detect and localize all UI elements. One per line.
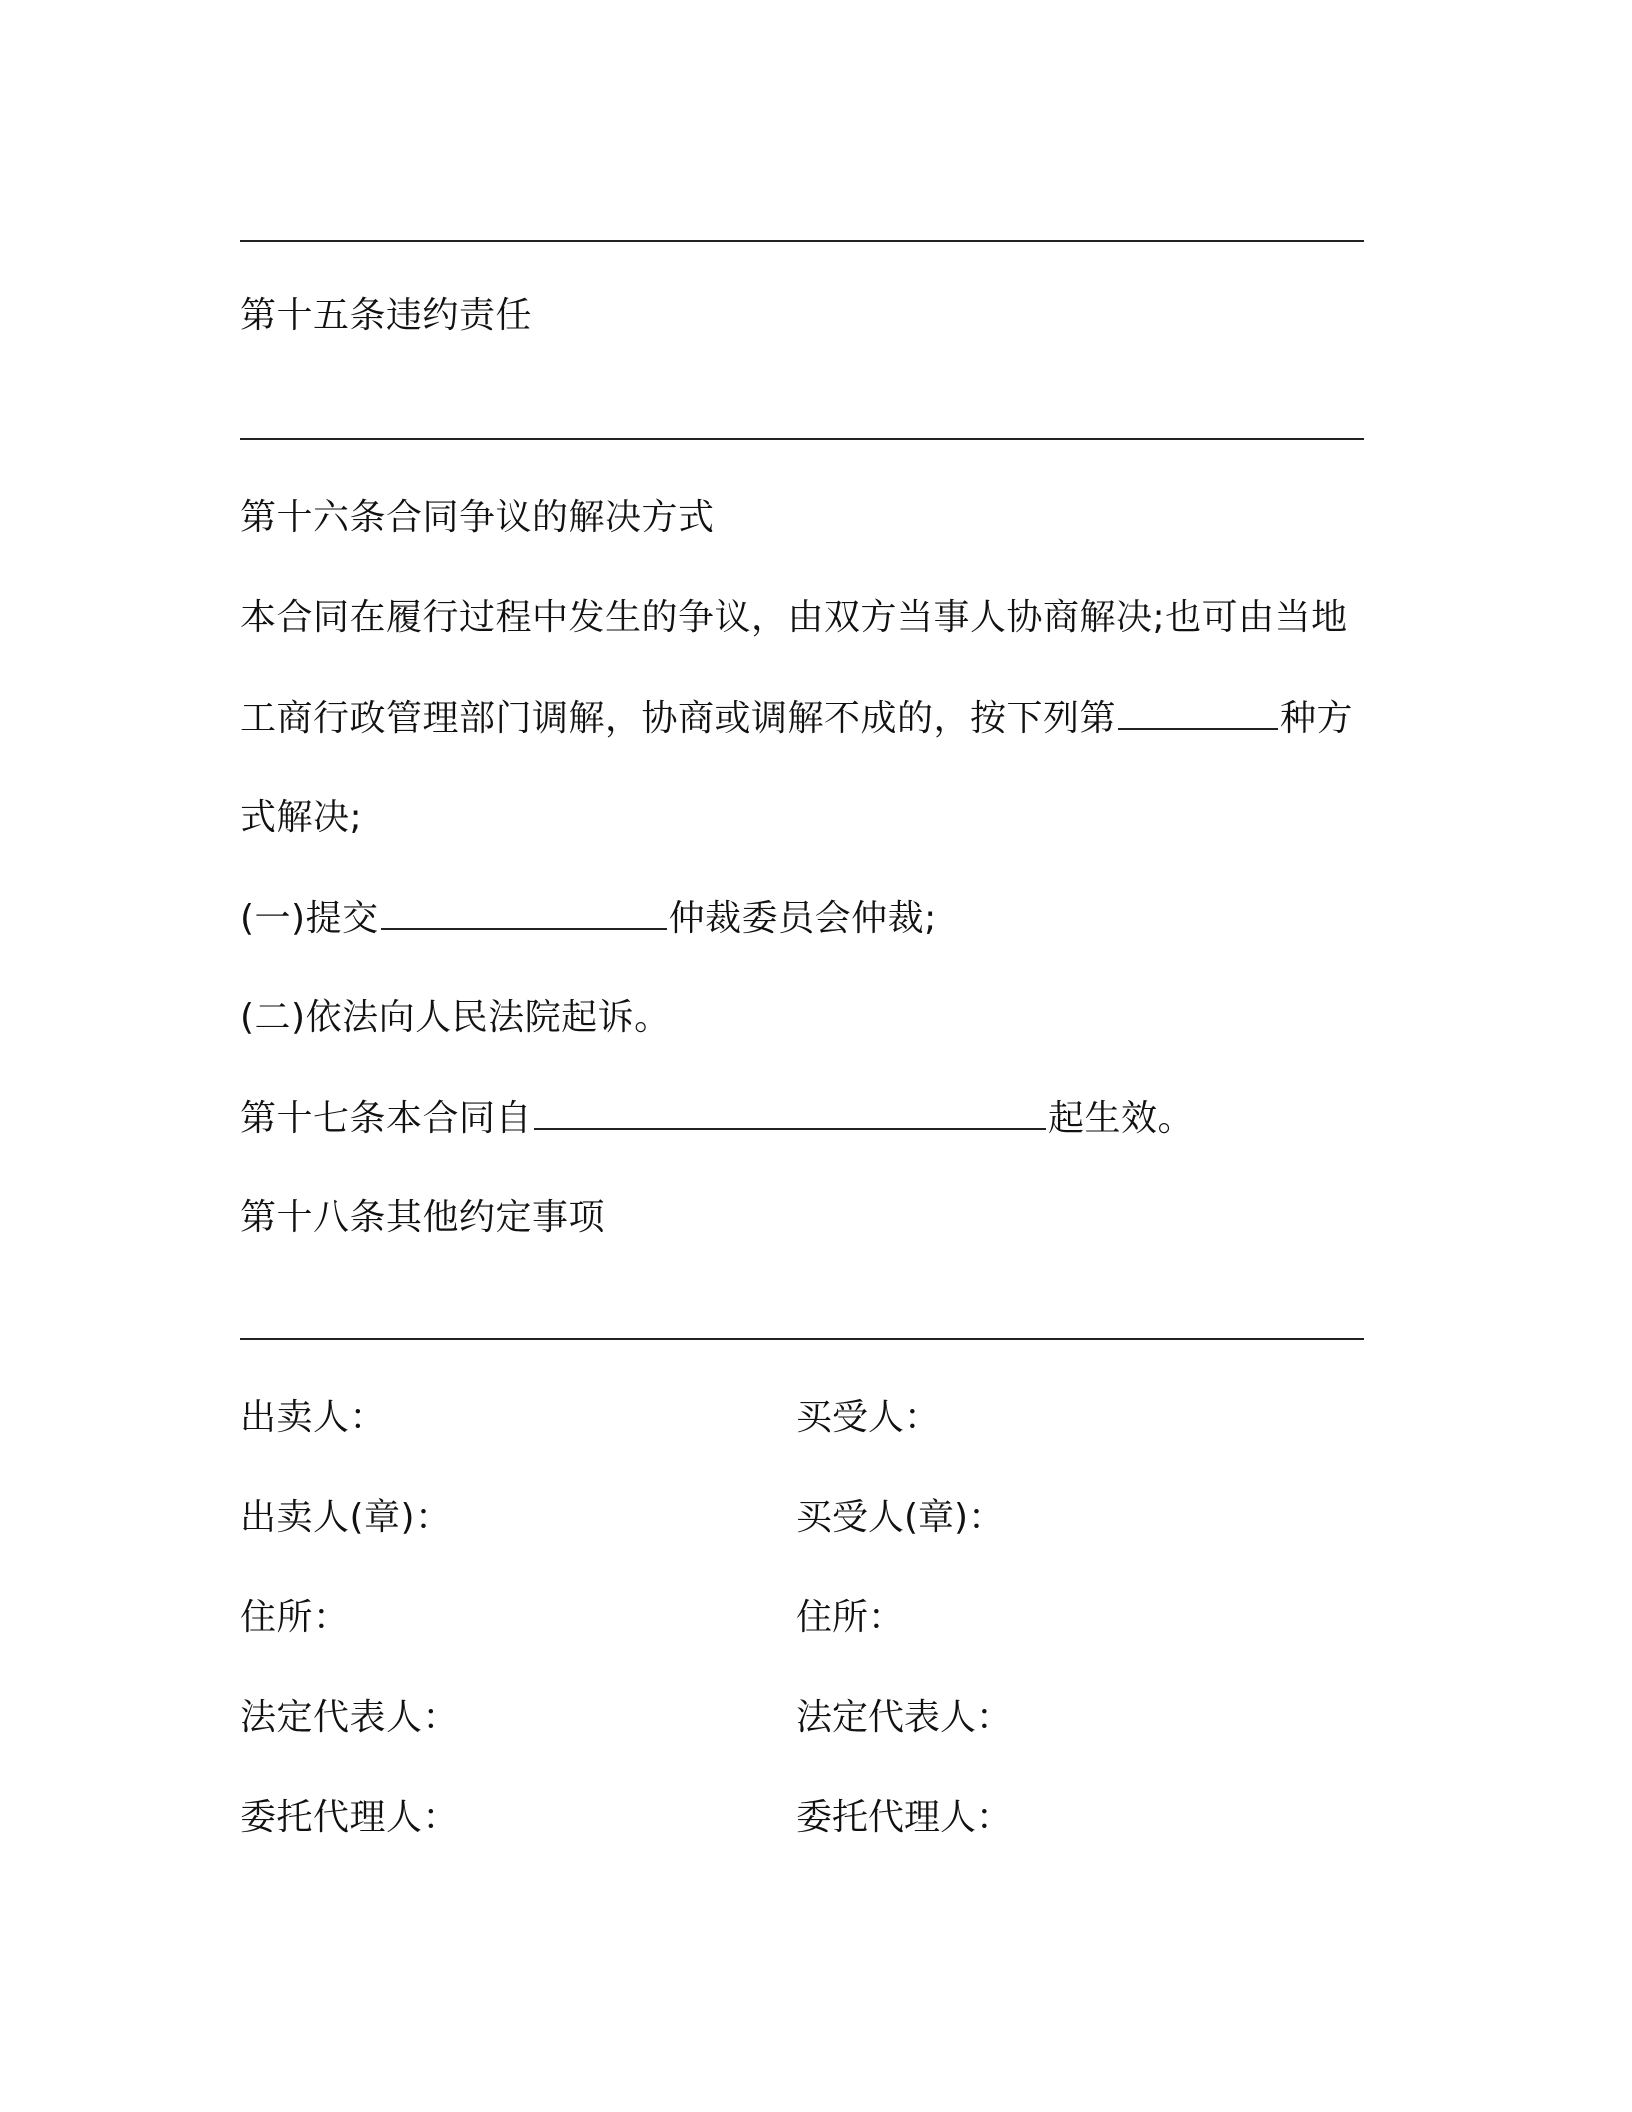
seller-address-label: 住所： (240, 1597, 350, 1638)
seller-agent-label: 委托代理人： (240, 1797, 460, 1838)
article-16-paragraph-line-2-before: 工商行政管理部门调解，协商或调解不成的，按下列第 (240, 698, 1117, 739)
option-1-after: 仲裁委员会仲裁; (668, 898, 937, 939)
seller-label: 出卖人： (240, 1397, 387, 1438)
blank-line-article-18 (240, 1338, 1364, 1340)
article-17-before: 第十七条本合同自 (240, 1098, 533, 1139)
article-16-paragraph-line-2-after: 种方 (1280, 698, 1354, 739)
effective-date-blank[interactable] (534, 1094, 1046, 1130)
article-16-title: 第十六条合同争议的解决方式 (240, 497, 715, 538)
article-17-after: 起生效。 (1048, 1098, 1195, 1139)
article-16-paragraph-line-2 (240, 694, 1353, 743)
article-17 (240, 1094, 1194, 1143)
article-16-option-1 (240, 894, 937, 943)
option-1-before: (一)提交 (240, 898, 379, 939)
buyer-agent-label: 委托代理人： (796, 1797, 1013, 1838)
article-16-paragraph-line-1: 本合同在履行过程中发生的争议，由双方当事人协商解决;也可由当地 (240, 597, 1348, 638)
blank-line-top (240, 240, 1364, 242)
article-16-paragraph-line-3: 式解决; (240, 797, 363, 838)
buyer-seal-label: 买受人(章)： (796, 1497, 1005, 1538)
method-number-blank[interactable] (1118, 694, 1278, 730)
article-16-option-2: (二)依法向人民法院起诉。 (240, 997, 671, 1038)
arbitration-committee-blank[interactable] (381, 894, 667, 930)
article-18-title: 第十八条其他约定事项 (240, 1197, 606, 1238)
article-15-title: 第十五条违约责任 (240, 295, 533, 336)
buyer-label: 买受人： (796, 1397, 941, 1438)
blank-line-article-15 (240, 438, 1364, 440)
seller-legal-rep-label: 法定代表人： (240, 1697, 460, 1738)
seller-seal-label: 出卖人(章)： (240, 1497, 452, 1538)
buyer-legal-rep-label: 法定代表人： (796, 1697, 1013, 1738)
buyer-address-label: 住所： (796, 1597, 905, 1638)
